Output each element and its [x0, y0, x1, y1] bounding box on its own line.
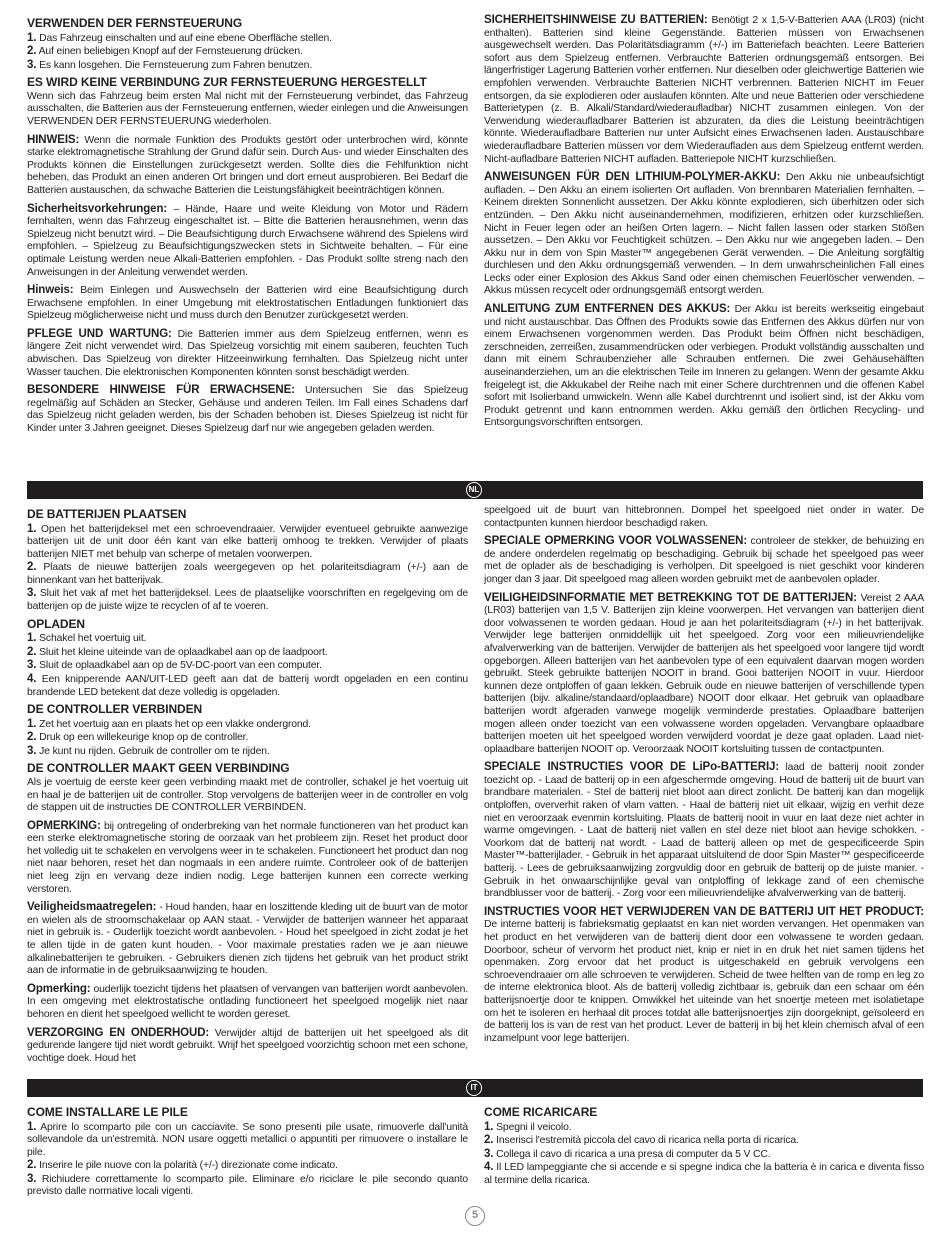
step-text: Open het batterijdeksel met een schroevendraaier. Verwijder eventueel gebruikte aanwezige batterijen uit de unit door één kant van elke batterij omhoog te trekken. Verwijder of plaats batterijen NIET met behulp van scherpe of metalen voorwerpen.: [27, 523, 468, 560]
labeled-paragraph: [484, 171, 924, 298]
labeled-paragraph: [27, 983, 468, 1022]
paragraph-text: Beim Einlegen und Auswechseln der Batterien wird eine Beaufsichtigung durch Erwachsene empfohlen. In einer Umgebung mit elektrostatischen Entladungen funktioniert das Spielzeug möglicherweise nicht und muss durch den Benutzer zurückgesetzt werden.: [27, 285, 468, 322]
nl-left-column: [27, 505, 468, 1070]
it-right-column: [484, 1103, 924, 1191]
step-text: Een knipperende AAN/UIT-LED geeft aan dat de batterij wordt opgeladen en een continu brandende LED betekent dat deze volledig is opgeladen.: [27, 673, 468, 698]
step-text: Sluit het kleine uiteinde van de oplaadkabel aan op de laadpoort.: [39, 646, 328, 658]
step-text: Collega il cavo di ricarica a una presa di computer da 5 V CC.: [496, 1148, 771, 1160]
paragraph-label: BESONDERE HINWEISE FÜR ERWACHSENE:: [27, 384, 295, 397]
paragraph-label: HINWEIS:: [27, 133, 80, 146]
paragraph-text: - Houd handen, haar en loszittende kleding uit de buurt van de motor en wielen als de stroomschakelaar op AAN staat. - Verwijder de batterijen wanneer het apparaat niet in gebruik is. - Ouderlijk toezicht wordt aanbevolen. - Houd het speelgoed in zicht zodat je het te allen tijde in de gaten kunt houden. - Voor maximale prestaties raden we je aan nieuwe alkalinebatterijen te gebruiken. - Gebruikers dienen zich tijdens het gebruik van het product strikt aan de informatie in de gebruiksaanwijzing te houden.: [27, 902, 468, 977]
paragraph-label: Sicherheitsvorkehrungen:: [27, 202, 168, 215]
step-number: 2.: [27, 731, 37, 744]
labeled-paragraph: [27, 203, 468, 280]
step-text: Je kunt nu rijden. Gebruik de controller om te rijden.: [39, 745, 270, 757]
paragraph-label: VERZORGING EN ONDERHOUD:: [27, 1026, 210, 1039]
paragraph-text: laad de batterij nooit zonder toezicht op. - Laad de batterij op in een afgeschermde omgeving. Houd de batterij uit de buurt van brandbare materialen. - Stel de batterij niet bloot aan direct zonlicht. De batterij kan dan mogelijk ontploffen, oververhit raken of vlam vatten. - Haal de batterij niet uit elkaar, wijzig en verhit deze niet en veroorzaak evenmin kortsluiting. Plaats de batterij nooit in vuur en laat deze niet achter in warme omgevingen. - Laat de batterij niet vallen en stel deze niet bloot aan hevige schokken. - Voorkom dat de batterij nat wordt. - Laad de batterij alleen op met de gespecificeerde Spin Master™-batterijlader. - Gebruik in het apparaat uitsluitend de door Spin Master™ gespecificeerde batterij. - Lees de gebruiksaanwijzing zorgvuldig door en gebruik de batterij op de juiste manier. - Gebruik in het onwaarschijnlijke geval van ontploffing of lekkage zand of een chemische brandblusser voor de batterij. - Zorg voor een milieuvriendelijke afvalverwerking van de batterij.: [484, 762, 924, 900]
step-text: Plaats de nieuwe batterijen zoals weergegeven op het polariteitsdiagram (+/-) aan de binnenkant van het batterijvak.: [27, 562, 468, 586]
section-heading: VERWENDEN DER FERNSTEUERUNG: [27, 16, 243, 30]
it-left-column: [27, 1103, 468, 1203]
paragraph-text: Wenn die normale Funktion des Produkts gestört oder unterbrochen wird, könnte starke elektromagnetische Strahlung der Grund dafür sein. Durch Aus- und wieder Einschalten des Produkts können die Einstellungen zurückgesetzt werden. Sollte dies die Fehlfunktion nicht beheben, das Produkt an einen anderen Ort bringen und dort erneut ausprobieren. Bei Bedarf die Batterien austauschen, da schwache Batterien die Leistungsfähigkeit beeinträchtigen können.: [27, 134, 468, 196]
step-text: Sluit de oplaadkabel aan op de 5V-DC-poort van een computer.: [39, 660, 322, 672]
numbered-step: [27, 523, 468, 562]
labeled-paragraph: [27, 134, 468, 198]
numbered-step: [27, 59, 468, 73]
numbered-step: [484, 1148, 924, 1162]
numbered-step: [27, 673, 468, 699]
paragraph: speelgoed uit de buurt van hittebronnen. Dompel het speelgoed niet onder in water. De contactpunten kunnen hierdoor beschadigd raken.: [484, 505, 924, 529]
step-text: Es kann losgehen. Die Fernsteuerung zum Fahren benutzen.: [39, 59, 313, 71]
section-heading: COME RICARICARE: [484, 1105, 598, 1119]
step-text: Das Fahrzeug einschalten und auf eine ebene Oberfläche stellen.: [39, 32, 332, 44]
step-text: Il LED lampeggiante che si accende e si spegne indica che la batteria è in carica e diventa fisso al termine della ricarica.: [484, 1162, 924, 1186]
numbered-step: [27, 718, 468, 732]
labeled-paragraph: [27, 328, 468, 379]
numbered-step: [27, 632, 468, 646]
paragraph-label: Hinweis:: [27, 284, 74, 297]
paragraph-label: ANLEITUNG ZUM ENTFERNEN DES AKKUS:: [484, 303, 731, 316]
labeled-paragraph: [27, 284, 468, 323]
step-number: 2.: [484, 1134, 494, 1147]
numbered-step: [484, 1121, 924, 1135]
section-heading: ES WIRD KEINE VERBINDUNG ZUR FERNSTEUERUNG HERGESTELLT: [27, 75, 427, 90]
paragraph-text: Untersuchen Sie das Spielzeug regelmäßig auf Schäden an Stecker, Gehäuse und anderen Teilen. Im Fall eines Schadens darf das Spielzeug nicht geladen werden, bis der Schaden behoben ist. Dieses Spielzeug ist nicht für Kinder unter 3 Jahren geeignet. Dieses Spielzeug darf nur wie angegeben geladen werden.: [27, 385, 468, 435]
step-text: Inserisci l'estremità piccola del cavo di ricarica nella porta di ricarica.: [496, 1135, 799, 1147]
section-heading: DE CONTROLLER VERBINDEN: [27, 702, 203, 717]
step-text: Zet het voertuig aan en plaats het op een vlakke ondergrond.: [39, 718, 311, 730]
step-number: 1.: [27, 1120, 37, 1133]
labeled-paragraph: [484, 14, 924, 166]
step-number: 1.: [484, 1120, 494, 1133]
section-heading: DE CONTROLLER MAAKT GEEN VERBINDING: [27, 761, 290, 776]
de-left-column: [27, 14, 468, 441]
numbered-step: [27, 745, 468, 759]
numbered-step: [484, 1134, 924, 1148]
de-right-column: [484, 14, 924, 435]
section-heading: COME INSTALLARE LE PILE: [27, 1105, 188, 1119]
step-number: 3.: [27, 58, 37, 71]
nl-section-band: [27, 481, 923, 499]
numbered-step: [27, 561, 468, 587]
numbered-step: [27, 731, 468, 745]
labeled-paragraph: [484, 761, 924, 901]
step-text: Richiudere correttamente lo scomparto pile. Eliminare e/o riciclare le pile secondo quanto previsto dalle normative locali vigenti.: [27, 1173, 468, 1198]
paragraph-label: SPECIALE INSTRUCTIES VOOR DE LiPo-BATTERIJ:: [484, 761, 780, 774]
numbered-step: [484, 1161, 924, 1187]
paragraph-label: VEILIGHEIDSINFORMATIE MET BETREKKING TOT DE BATTERIJEN:: [484, 591, 857, 604]
numbered-step: [27, 45, 468, 59]
step-number: 2.: [27, 645, 37, 658]
step-text: Auf einen beliebigen Knopf auf der Fernsteuerung drücken.: [38, 46, 303, 58]
numbered-step: [27, 1121, 468, 1160]
step-number: 3.: [27, 744, 37, 757]
paragraph-label: OPMERKING:: [27, 819, 101, 832]
step-number: 3.: [484, 1147, 494, 1160]
paragraph-text: Verwijder altijd de batterijen uit het speelgoed als dit gedurende langere tijd niet wordt gebruikt. Wrijf het speelgoed voorzichtig schoon met een schone, vochtige doek. Houd het: [27, 1027, 468, 1064]
step-number: 3.: [27, 587, 37, 600]
labeled-paragraph: [27, 901, 468, 978]
numbered-step: [27, 1159, 468, 1173]
labeled-paragraph: [27, 820, 468, 897]
labeled-paragraph: [27, 1027, 468, 1066]
numbered-step: [27, 587, 468, 613]
step-text: Druk op een willekeurige knop op de controller.: [39, 732, 249, 744]
paragraph-label: Opmerking:: [27, 982, 91, 995]
nl-right-column: [484, 505, 924, 1050]
paragraph-label: Veiligheidsmaatregelen:: [27, 901, 157, 914]
paragraph-text: Den Akku nie unbeaufsichtigt aufladen. – Den Akku an einem isolierten Ort aufladen. Von brennbaren Materialien fernhalten. – Keinem direkten Sonnenlicht aussetzen. Der Akku könnte explodieren, sich überhitzen oder sich entzünden. – Den Akku nicht auseinandernehmen, modifizieren, erhitzen oder kurzschließen. Nicht in Feuer legen oder an heißen Orten lagern. – Nicht fallen lassen oder starken Stößen aussetzen. – Den Akku vor Feuchtigkeit schützen. – Den Akku nur wie angegeben laden. – Den Akku nur in dem von Spin Master™ angegebenen Gerät verwenden. – Die Anleitung sorgfältig durchlesen und den Akku ordnungsgemäß verwenden. – In dem unwahrscheinlichen Fall eines Lecks oder einer Explosion des Akkus Sand oder einen chemischen Feuerlöscher verwenden. – Akkus müssen recycelt oder ordnungsgemäß entsorgt werden.: [484, 172, 924, 297]
section-heading: OPLADEN: [27, 616, 85, 631]
paragraph-label: SICHERHEITSHINWEISE ZU BATTERIEN:: [484, 14, 708, 26]
step-number: 1.: [27, 31, 37, 44]
paragraph-text: – Hände, Haare und weite Kleidung von Motor und Rädern fernhalten, wenn das Fahrzeug eingeschaltet ist. – Bitte die Batterien herausnehmen, wenn das Spielzeug nicht benutzt wird. – Die Beaufsichtigung durch Erwachsene während des Spielens wird empfohlen. – Spielzeug zu Beaufsichtigungszwecken stets in Sichtweite behalten. – Für eine optimale Leistung werden neue Alkali-Batterien empfohlen. - Das Produkt sollte streng nach den Anweisungen in der Anleitung verwendet werden.: [27, 203, 468, 278]
step-number: 2.: [27, 561, 37, 574]
step-number: 2.: [27, 45, 37, 58]
labeled-paragraph: [27, 384, 468, 435]
numbered-step: [27, 1173, 468, 1199]
step-number: 1.: [27, 717, 37, 730]
step-number: 1.: [27, 522, 37, 535]
page-number: 5: [465, 1206, 485, 1226]
step-text: Schakel het voertuig uit.: [39, 633, 147, 645]
paragraph-text: Die Batterien immer aus dem Spielzeug entfernen, wenn es längere Zeit nicht verwendet wird. Das Spielzeug vorsichtig mit einem sauberen, feuchten Tuch abwischen. Das Spielzeug von direkter Hitzeeinwirkung fernhalten. Das Spielzeug nicht unter Wasser tauchen. Die elektronischen Komponenten könnten sonst beschädigt werden.: [27, 328, 468, 378]
step-number: 1.: [27, 632, 37, 645]
paragraph: Wenn sich das Fahrzeug beim ersten Mal nicht mit der Fernsteuerung verbindet, das Fahrzeug ausschalten, die Batterien aus der Fernsteuerung entfernen, wieder einlegen und die Anweisungen VERWENDEN DER FERNSTEUERUNG wiederholen.: [27, 90, 468, 127]
step-text: Inserire le pile nuove con la polarità (+/-) direzionate come indicato.: [39, 1160, 338, 1172]
paragraph-label: PFLEGE UND WARTUNG:: [27, 327, 172, 340]
paragraph-text: Benötigt 2 x 1,5-V-Batterien AAA (LR03) (nicht enthalten). Batterien sind kleine Gegenstände. Batterien müssen von Erwachsenen ausgewechselt werden. Das Polaritätsdiagramm (+/-) im Batteriefach beachten. Leere Batterien sofort aus dem Spielzeug entfernen. Verbrauchte Batterien ordnungsgemäß entsorgen. Bei längerfristiger Lagerung Batterien vorher entfernen. Nur dieselben oder gleichwertige Batterien wie empfohlen verwenden. Verbrauchte Batterien NICHT verbrennen. Batterien NICHT im Feuer entsorgen, da sie explodieren oder auslaufen könnten. Alte und neue Batterien oder verschiedene Batterietypen (z. B. Alkali/Standard/wiederaufladbar) NICHT zusammen einlegen. Von der Verwendung wiederaufladbarer Batterien ist abzuraten, da dies die Leistung beeinträchtigen könnte. Wiederaufladbare Batterien nur unter Aufsicht eines Erwachsenen laden. Austauschbare wiederaufladbare Batterien müssen vor dem Wiederaufladen aus dem Spielzeug entfernt werden. Nicht-aufladbare Batterien NICHT aufladen. Batteriepole NICHT kurzschließen.: [484, 15, 924, 165]
step-text: Sluit het vak af met het batterijdeksel. Lees de plaatselijke voorschriften en regelgeving om de batterijen op de juiste wijze te recyclen of af te voeren.: [27, 588, 468, 613]
paragraph-label: ANWEISUNGEN FÜR DEN LITHIUM-POLYMER-AKKU:: [484, 171, 781, 184]
labeled-paragraph: [484, 906, 924, 1046]
step-number: 4.: [27, 672, 37, 685]
step-number: 3.: [27, 659, 37, 672]
step-text: Aprire lo scomparto pile con un cacciavite. Se sono presenti pile usate, rimuoverle dall'unità sollevandole da un'estremità. NON usare oggetti metallici o appuntiti per rimuovere o installare le pile.: [27, 1121, 468, 1158]
paragraph-text: De interne batterij is fabrieksmatig geplaatst en kan niet worden vervangen. Het openmaken van het product en het verwijderen van de batterij dient door een volwassene te worden gedaan. Doorboor, scheur of vervorm het product niet, knip er niet in en druk het niet samen tijdens het openmaken. Zorg ervoor dat het product is uitgeschakeld en gebruik vervolgens een schroevendraaier om alle schroeven te verwijderen. Scheid de twee helften van de romp en leg zo de interne elektronica bloot. Als de batterij volledig zichtbaar is, gebruik dan een schaar om één batterijsnoertje door te knippen. Omwikkel het uiteinde van het snoertje meteen met isolatietape om het te isoleren en herhaal dit proces totdat alle batterijsnoertjes zijn doorgeknipt, geïsoleerd en de batterij los is van de rest van het product. Lever de batterij in bij het klein chemisch afval of een inzamelpunt voor lege batterijen.: [484, 919, 924, 1044]
paragraph-text: Vereist 2 AAA (LR03) batterijen van 1,5 V. Batterijen zijn kleine voorwerpen. Het vervangen van batterijen dient door volwassenen te worden gedaan. Houd je aan het polariteitsdiagram (+/-) in het batterijvak. Verwijder lege batterijen onmiddellijk uit het speelgoed. Zorg voor een milieuvriendelijke afvalverwerking van de batterijen. Verwijder de batterijen als het speelgoed voor langere tijd wordt opgeborgen. Alleen batterijen van het aanbevolen type of een equivalent daarvan mogen worden gebruikt. Steek gebruikte batterijen NOOIT in brand. Gooi batterijen NOOIT in vuur. Hierdoor kunnen deze ontploffen of gaan lekken. Gebruik oude en nieuwe batterijen of verschillende typen batterijen (bijv. alkaline/standaard/oplaadbare) NOOIT door elkaar. Het gebruik van oplaadbare batterijen wordt afgeraden vanwege mogelijk verminderde prestaties. Oplaadbare batterijen mogen alleen onder toezicht van een volwassene worden opgeladen. Vervangbare oplaadbare batterijen moeten uit het speelgoed worden verwijderd voordat je deze gaat opladen. Laad niet-oplaadbare batterijen NOOIT op. Veroorzaak NOOIT kortsluiting tussen de contactpunten.: [484, 592, 924, 755]
nl-language-badge: NL: [466, 482, 482, 498]
section-heading: DE BATTERIJEN PLAATSEN: [27, 507, 187, 521]
paragraph-text: bij ontregeling of onderbreking van het normale functioneren van het product kan een sterke elektromagnetische storing de oorzaak van het probleem zijn. Reset het product door het volledig uit te schakelen en vervolgens weer in te schakelen. Functioneert het product dan nog niet naar behoren, reset het dan nogmaals in een andere ruimte. Controleer ook of de batterijen niet leeg zijn en vervang deze indien nodig. Lege batterijen kunnen een correcte werking verstoren.: [27, 820, 468, 895]
it-section-band: [27, 1079, 923, 1097]
paragraph-label: SPECIALE OPMERKING VOOR VOLWASSENEN:: [484, 535, 748, 548]
paragraph-text: controleer de stekker, de behuizing en de andere onderdelen regelmatig op beschadiging. Gebruik bij schade het speelgoed pas weer met de oplader als de beschadiging is verholpen. Dit speelgoed is niet geschikt voor kinderen jonger dan 3 jaar. Dit speelgoed mag alleen worden gebruikt met de aanbevolen oplader.: [484, 536, 924, 585]
labeled-paragraph: [484, 592, 924, 757]
step-number: 2.: [27, 1159, 37, 1172]
paragraph-label: INSTRUCTIES VOOR HET VERWIJDEREN VAN DE BATTERIJ UIT HET PRODUCT:: [484, 905, 924, 918]
paragraph-text: Der Akku ist bereits werkseitig eingebaut und nicht austauschbar. Das Öffnen des Produkts sowie das Entfernen des Akkus dürfen nur von einem Erwachsenen vorgenommen werden. Das Produkt beim Öffnen nicht beschädigen, zerschneiden, zerreißen, zusammendrücken oder verbiegen. Produkt vollständig ausschalten und dann mit einem Schraubenzieher alle Schrauben entfernen. Die zwei Gehäusehälften auseinanderziehen, um an die elektrischen Teile im Inneren zu gelangen. Wenn der gesamte Akku freigelegt ist, die Akkukabel der Reihe nach mit einer Schere durchtrennen und die offenen Kabel sofort mit Isolierband umwickeln. Wenn alle Kabel durchtrennt und isoliert sind, ist der Akku vom Produkt getrennt und kann entnommen werden. Akku gemäß den örtlichen Recycling- und Entsorgungsvorschriften entsorgen.: [484, 304, 924, 429]
numbered-step: [27, 646, 468, 660]
step-text: Spegni il veicolo.: [496, 1121, 572, 1133]
labeled-paragraph: [484, 303, 924, 430]
paragraph-text: ouderlijk toezicht tijdens het plaatsen of vervangen van batterijen wordt aanbevolen. In een omgeving met elektrostatische ontlading functioneert het speelgoed mogelijk niet naar behoren en dient het speelgoed wellicht te worden gereset.: [27, 983, 468, 1020]
it-language-badge: IT: [466, 1080, 482, 1096]
numbered-step: [27, 32, 468, 46]
labeled-paragraph: [484, 535, 924, 586]
numbered-step: [27, 659, 468, 673]
paragraph: Als je voertuig de eerste keer geen verbinding maakt met de controller, schakel je het voertuig uit en haal je de batterijen uit de controller. Stop vervolgens de batterijen weer in de controller en volg de stappen uit de instructies DE CONTROLLER VERBINDEN.: [27, 776, 468, 814]
step-number: 4.: [484, 1161, 494, 1174]
step-number: 3.: [27, 1172, 37, 1185]
